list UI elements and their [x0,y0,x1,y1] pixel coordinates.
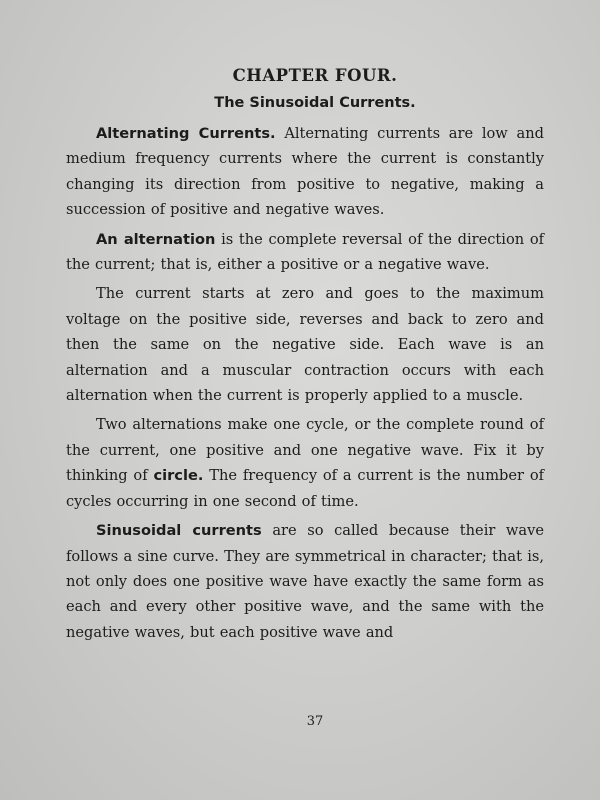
paragraph-sinusoidal-currents [66,518,544,645]
paragraph-lead: Alternating Currents. [96,125,276,142]
paragraph-text: The current starts at zero and goes to the maximum voltage on the positive side, reverses and back to zero and then the same on the negative side. Each wave is an alternation and a muscular contraction occurs with each alternation when the current is properly applied to a muscle. [66,285,544,405]
paragraph-alternating-currents [66,121,544,223]
paragraph-alternation [66,227,544,278]
chapter-title: CHAPTER FOUR. [232,66,398,85]
paragraph-text: are so called because their wave follows a sine curve. They are symmetrical in character; that is, not only does one positive wave have exactly the same form as each and every other positive wave, and the same with the negative waves, but each positive wave and [66,522,544,641]
paragraph-lead: Sinusoidal currents [96,522,262,540]
paragraph-text: is the complete reversal of the direction of the current; that is, either a positive or a negative wave. [66,230,545,274]
paragraph-two-alternations [66,412,544,514]
paragraph-text: The frequency of a current is the number of cycles occurring in one second of time. [66,467,545,510]
paragraph-text: Alternating currents are low and medium frequency currents where the current is constantly changing its direction from positive to negative, making a succession of positive and negative waves. [66,125,544,219]
section-title: The Sinusoidal Currents. [214,95,416,111]
page-content [66,66,544,649]
emphasis-word: circle. [153,467,204,485]
paragraph-text: Two alternations make one cycle, or the complete round of the current, one positive and one negative wave. Fix it by thinking of [66,416,544,485]
paragraph-lead: An alternation [96,230,216,248]
page-number: 37 [306,714,324,729]
paragraph-current-starts [66,281,544,408]
